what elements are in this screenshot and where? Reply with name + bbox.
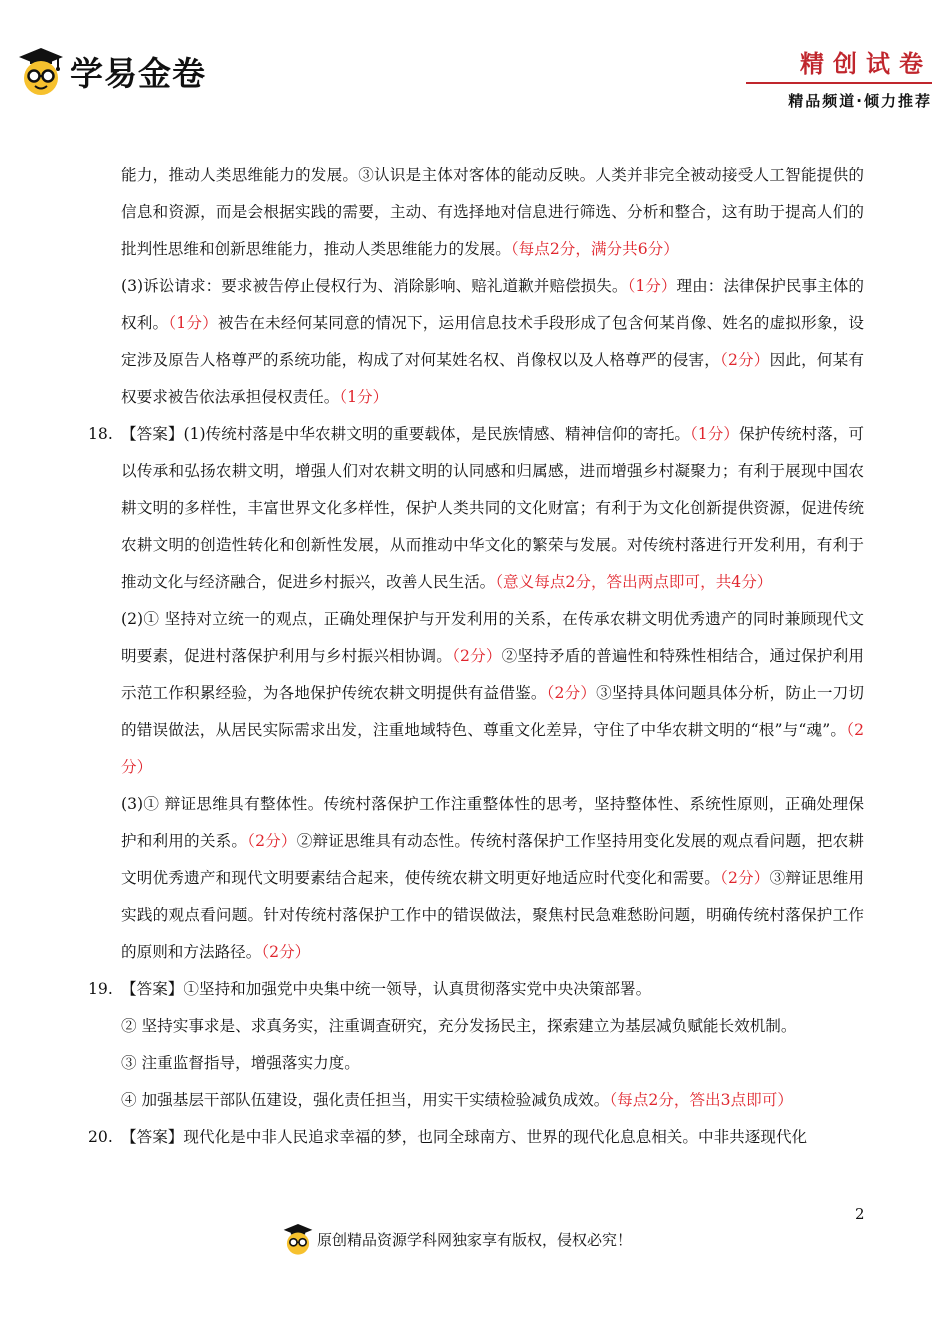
answer-text [121, 1128, 807, 1146]
score-note: （2分） [719, 869, 770, 887]
answer-17-part3 [88, 268, 864, 416]
answer-content [88, 157, 864, 1156]
answer-text-run: ③ 注重监督指导，增强落实力度。 [121, 1054, 360, 1072]
answer-19-item4 [88, 1082, 864, 1119]
answer-18-part1 [88, 416, 864, 601]
logo-text: 学易金卷 [70, 53, 206, 93]
answer-text-run: (3)诉讼请求：要求被告停止侵权行为、消除影响、赔礼道歉并赔偿损失。 [121, 277, 628, 295]
answer-text-run: ④ 加强基层干部队伍建设，强化责任担当，用实干实绩检验减负成效。 [121, 1091, 610, 1109]
page-number: 2 [855, 1205, 865, 1223]
score-note: （意义每点2分，答出两点即可，共4分） [495, 573, 773, 591]
answer-text-run: 理由：法律保护民事主体的权利。 [121, 277, 864, 332]
score-note: （1分） [168, 314, 218, 332]
answer-text-run: 【答案】①坚持和加强党中央集中统一领导，认真贯彻落实党中央决策部署。 [121, 980, 652, 998]
answer-text-run: ②辩证思维具有动态性。传统村落保护工作坚持用变化发展的观点看问题，把农耕文明优秀遗产和现代文明要素结合起来，使传统农耕文明更好地适应时代变化和需要。 [121, 832, 864, 887]
brand-subtitle: 精品频道·倾力推荐 [788, 92, 932, 110]
answer-19-item2 [88, 1008, 864, 1045]
score-note: （2分） [452, 647, 502, 665]
question-number: 18. [88, 425, 113, 443]
answer-18-part2 [88, 601, 864, 786]
site-logo [18, 46, 206, 96]
answer-text-run: 被告在未经何某同意的情况下，运用信息技术手段形成了包含何某肖像、姓名的虚拟形象，设定涉及原告人格尊严的系统功能，构成了对何某姓名权、肖像权以及人格尊严的侵害， [121, 314, 864, 369]
answer-20 [88, 1119, 864, 1156]
answer-text-run: 保护传统村落，可以传承和弘扬农耕文明，增强人们对农耕文明的认同感和归属感，进而增强乡村凝聚力；有利于展现中国农耕文明的多样性，丰富世界文化多样性，保护人类共同的文化财富；有利于为文化创新提供资源，促进传统农耕文明的创造性转化和创新性发展，从而推动中华文化的繁荣与发展。对传统村落进行开发利用，有利于推动文化与经济融合，促进乡村振兴，改善人民生活。 [121, 425, 864, 591]
answer-text [121, 980, 651, 998]
score-note: （每点2分，满分共6分） [510, 240, 679, 258]
answer-text-run: ③坚持具体问题具体分析，防止一刀切的错误做法，从居民实际需求出发，注重地域特色、尊重文化差异，守住了中华农耕文明的“根”与“魂”。 [121, 684, 864, 739]
answer-17-continued [88, 157, 864, 268]
footer-mascot-icon [283, 1222, 313, 1256]
answer-text-run: 【答案】现代化是中非人民追求幸福的梦，也同全球南方、世界的现代化息息相关。中非共逐现代化 [121, 1128, 808, 1146]
answer-text-run: ② 坚持实事求是、求真务实，注重调查研究，充分发扬民主，探索建立为基层减负赋能长效机制。 [121, 1017, 797, 1035]
answer-text-run: 【答案】(1)传统村落是中华农耕文明的重要载体，是民族情感、精神信仰的寄托。 [121, 425, 690, 443]
score-note: （1分） [689, 425, 740, 443]
answer-18-part3 [88, 786, 864, 971]
answer-text-run: ③辩证思维用实践的观点看问题。针对传统村落保护工作中的错误做法，聚焦村民急难愁盼问题，明确传统村落保护工作的原则和方法路径。 [121, 869, 864, 961]
answer-text-run: 因此，何某有权要求被告依法承担侵权责任。 [121, 351, 864, 406]
score-note: （2分） [719, 351, 770, 369]
score-note: （2分） [546, 684, 597, 702]
brand-divider [746, 82, 932, 84]
answer-text-run: (3)① 辩证思维具有整体性。传统村落保护工作注重整体性的思考，坚持整体性、系统性原则，正确处理保护和利用的关系。 [121, 795, 864, 850]
score-note: （1分） [339, 388, 389, 406]
answer-text-run: (2)① 坚持对立统一的观点，正确处理保护与开发利用的关系，在传承农耕文明优秀遗产的同时兼顾现代文明要素，促进村落保护利用与乡村振兴相协调。 [121, 610, 864, 665]
score-note: （1分） [627, 277, 677, 295]
score-note: （2分） [121, 721, 865, 776]
answer-text-run: ②坚持矛盾的普遍性和特殊性相结合，通过保护利用示范工作积累经验，为各地保护传统农耕文明提供有益借鉴。 [121, 647, 864, 702]
score-note: （2分） [261, 943, 311, 961]
answer-19-item3 [88, 1045, 864, 1082]
brand-title: 精创试卷 [800, 50, 932, 78]
question-number: 19. [88, 980, 113, 998]
answer-text-run: 能力，推动人类思维能力的发展。③认识是主体对客体的能动反映。人类并非完全被动接受人工智能提供的信息和资源，而是会根据实践的需要，主动、有选择地对信息进行筛选、分析和整合，这有助于提高人们的批判性思维和创新思维能力，推动人类思维能力的发展。 [121, 166, 864, 258]
score-note: （2分） [247, 832, 297, 850]
answer-19-item1 [88, 971, 864, 1008]
footer [283, 1222, 632, 1256]
score-note: （每点2分，答出3点即可） [609, 1091, 793, 1109]
answer-text [121, 425, 864, 591]
brand-block [746, 50, 932, 111]
logo-mascot-icon [18, 46, 64, 96]
copyright-notice: 原创精品资源学科网独家享有版权，侵权必究！ [317, 1230, 633, 1249]
question-number: 20. [88, 1128, 113, 1146]
